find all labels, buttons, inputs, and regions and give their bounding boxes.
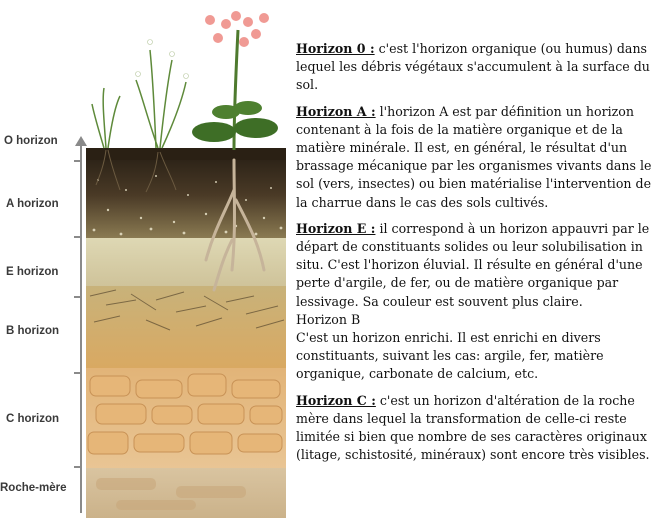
axis-tick xyxy=(74,160,82,162)
axis-line xyxy=(80,145,82,513)
o-horizon-layer xyxy=(86,148,286,162)
small-white-flowers xyxy=(136,40,189,79)
horizon-axis xyxy=(0,0,80,518)
horizon-0-text: c'est l'horizon organique (ou humus) dans lequel les débris végétaux s'accumulent à la surface du sol. xyxy=(296,41,650,93)
horizon-c-title: Horizon C : xyxy=(296,392,376,408)
axis-tick xyxy=(74,372,82,374)
axis-tick xyxy=(74,466,82,468)
horizon-0-title: Horizon 0 : xyxy=(296,41,375,56)
horizon-e-title: Horizon E : xyxy=(296,220,376,236)
flowering-plant xyxy=(192,30,278,150)
horizon-b-title: Horizon B xyxy=(296,311,361,327)
horizon-c-text: c'est un horizon d'altération de la roche mère dans lequel la transformation de celle-ci reste limitée si bien que nombre de ses caractères originaux (litage, schistosité, minéraux) sont encore très visibles. xyxy=(296,392,650,463)
horizon-a-text: l'horizon A est par définition un horizon contenant à la fois de la matière organique et de la matière minérale. Il est, en général, le résultat d'un brassage mécanique par les organismes vivants dans le sol (vers, insectes) ou bien matérialise l'intervention de la charrue dans le cas des sols cultivés. xyxy=(296,103,652,210)
a-horizon-layer xyxy=(86,160,286,238)
horizon-descriptions xyxy=(296,40,660,472)
horizon-b-text: C'est un horizon enrichi. Il est enrichi en divers constituants, suivant les cas: argile, fer, matière organique, carbonate de calcium, etc. xyxy=(296,330,604,382)
b-horizon-layer xyxy=(86,286,286,368)
horizon-e-paragraph xyxy=(296,220,660,311)
label-o-horizon: O horizon xyxy=(4,135,58,147)
label-b-horizon: B horizon xyxy=(6,325,60,337)
horizon-c-paragraph xyxy=(296,392,660,465)
horizon-0-paragraph xyxy=(296,40,660,95)
horizon-e-text: il correspond à un horizon appauvri par le départ de constituants solides ou leur solubilisation in situ. C'est l'horizon éluvial. Il résulte en général d'une perte d'argile, de fer, ou de matière organique par lessivage. Sa couleur est souvent plus claire. xyxy=(296,220,650,309)
horizon-a-title: Horizon A : xyxy=(296,103,376,119)
axis-tick xyxy=(74,296,82,298)
grass-plant xyxy=(92,50,186,148)
label-e-horizon: E horizon xyxy=(6,266,59,278)
label-c-horizon: C horizon xyxy=(6,413,60,425)
label-roche-mere: Roche-mère xyxy=(0,482,67,494)
horizon-a-paragraph xyxy=(296,103,660,212)
label-a-horizon: A horizon xyxy=(6,198,59,210)
soil-profile-illustration xyxy=(86,0,286,518)
axis-tick xyxy=(74,236,82,238)
